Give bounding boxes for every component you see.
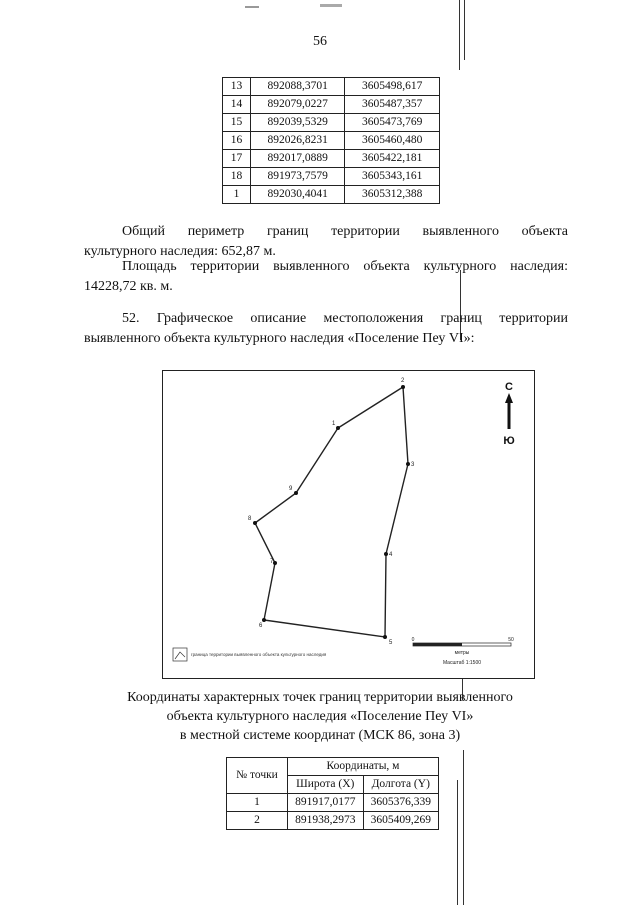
scale-text: Масштаб 1:1500 (442, 660, 482, 666)
point-number-cell: 16 (223, 132, 251, 150)
section-52-paragraph (84, 309, 568, 349)
boundary-point-label: 5 (389, 640, 393, 646)
map-legend (173, 648, 327, 661)
boundary-point-label: 9 (289, 486, 293, 492)
boundary-point-marker (401, 385, 405, 389)
table-row (223, 78, 440, 96)
coordinates-caption (0, 688, 640, 745)
north-arrow (503, 381, 514, 447)
area-line-2: 14228,72 кв. м. (84, 279, 173, 294)
longitude-cell: 3605460,480 (345, 132, 440, 150)
table-row (223, 186, 440, 204)
legend-text: граница территории выявленного объекта культурного наследия (191, 652, 327, 657)
area-paragraph (84, 257, 568, 297)
coordinates-table-bottom (226, 757, 439, 830)
point-number-cell: 1 (223, 186, 251, 204)
point-number-cell: 18 (223, 168, 251, 186)
latitude-cell: 891973,7579 (250, 168, 345, 186)
latitude-cell: 891938,2973 (288, 812, 364, 830)
north-label: С (505, 381, 513, 393)
table-row (223, 150, 440, 168)
latitude-cell: 892039,5329 (250, 114, 345, 132)
longitude-cell: 3605487,357 (345, 96, 440, 114)
area-line-1: Площадь территории выявленного объекта культурного наследия: (122, 259, 568, 274)
header-longitude: Долгота (Y) (363, 776, 439, 794)
perimeter-line-2: культурного наследия: 652,87 м. (84, 244, 276, 259)
caption-line-1: Координаты характерных точек границ территории выявленного (127, 690, 513, 705)
section-52-line-2: выявленного объекта культурного наследия «Поселение Пеу VI»: (84, 331, 475, 346)
scale-start: 0 (411, 637, 415, 643)
north-arrow-shaft (508, 403, 511, 429)
page-number: 56 (313, 34, 327, 49)
longitude-cell: 3605409,269 (363, 812, 439, 830)
coordinates-table-top (222, 77, 440, 204)
point-number-cell: 1 (227, 794, 288, 812)
section-52-line-1: 52. Графическое описание местоположения границ территории (122, 311, 568, 326)
point-number-cell: 13 (223, 78, 251, 96)
table-row (223, 168, 440, 186)
point-number-cell: 14 (223, 96, 251, 114)
north-arrow-head-icon (505, 393, 513, 403)
boundary-point-marker (262, 618, 266, 622)
legend-symbol-icon (175, 652, 185, 659)
south-label: Ю (503, 435, 515, 447)
latitude-cell: 891917,0177 (288, 794, 364, 812)
table-row (227, 812, 439, 830)
point-number-cell: 2 (227, 812, 288, 830)
boundary-point-label: 6 (259, 623, 263, 629)
longitude-cell: 3605343,161 (345, 168, 440, 186)
boundary-point-marker (336, 426, 340, 430)
table-row (223, 96, 440, 114)
longitude-cell: 3605498,617 (345, 78, 440, 96)
point-number-cell: 17 (223, 150, 251, 168)
latitude-cell: 892079,0227 (250, 96, 345, 114)
boundary-point-marker (294, 491, 298, 495)
table-row (227, 794, 439, 812)
boundary-point-label: 2 (401, 378, 405, 384)
scan-speck (320, 4, 342, 7)
boundary-map-svg (163, 371, 534, 678)
perimeter-paragraph (84, 222, 568, 262)
latitude-cell: 892030,4041 (250, 186, 345, 204)
boundary-point-label: 4 (389, 552, 393, 558)
point-number-cell: 15 (223, 114, 251, 132)
boundary-point-label: 7 (270, 559, 274, 565)
boundary-map (162, 370, 535, 679)
boundary-point-marker (384, 552, 388, 556)
header-point-number: № точки (227, 758, 288, 794)
boundary-point-label: 8 (248, 516, 252, 522)
scan-artifact-line (457, 780, 458, 905)
longitude-cell: 3605422,181 (345, 150, 440, 168)
boundary-point-label: 3 (411, 462, 415, 468)
table-row (223, 114, 440, 132)
longitude-cell: 3605473,769 (345, 114, 440, 132)
scale-unit: метры (454, 650, 470, 656)
boundary-points (248, 378, 415, 646)
boundary-point-label: 1 (332, 421, 336, 427)
scan-artifact-line (463, 750, 464, 905)
header-coordinates: Координаты, м (288, 758, 439, 776)
scan-speck (245, 6, 259, 8)
boundary-point-marker (383, 635, 387, 639)
boundary-point-marker (406, 462, 410, 466)
caption-line-3: в местной системе координат (МСК 86, зона 3) (179, 728, 461, 743)
boundary-point-marker (273, 561, 277, 565)
scale-end: 50 (508, 637, 514, 643)
table-row (223, 132, 440, 150)
longitude-cell: 3605376,339 (363, 794, 439, 812)
header-latitude: Широта (X) (288, 776, 364, 794)
latitude-cell: 892088,3701 (250, 78, 345, 96)
boundary-point-marker (253, 521, 257, 525)
latitude-cell: 892026,8231 (250, 132, 345, 150)
scale-bar (412, 637, 514, 666)
caption-line-2: объекта культурного наследия «Поселение Пеу VI» (166, 709, 474, 724)
perimeter-line-1: Общий периметр границ территории выявленного объекта (122, 224, 568, 239)
scan-artifact-line (464, 0, 465, 60)
longitude-cell: 3605312,388 (345, 186, 440, 204)
latitude-cell: 892017,0889 (250, 150, 345, 168)
